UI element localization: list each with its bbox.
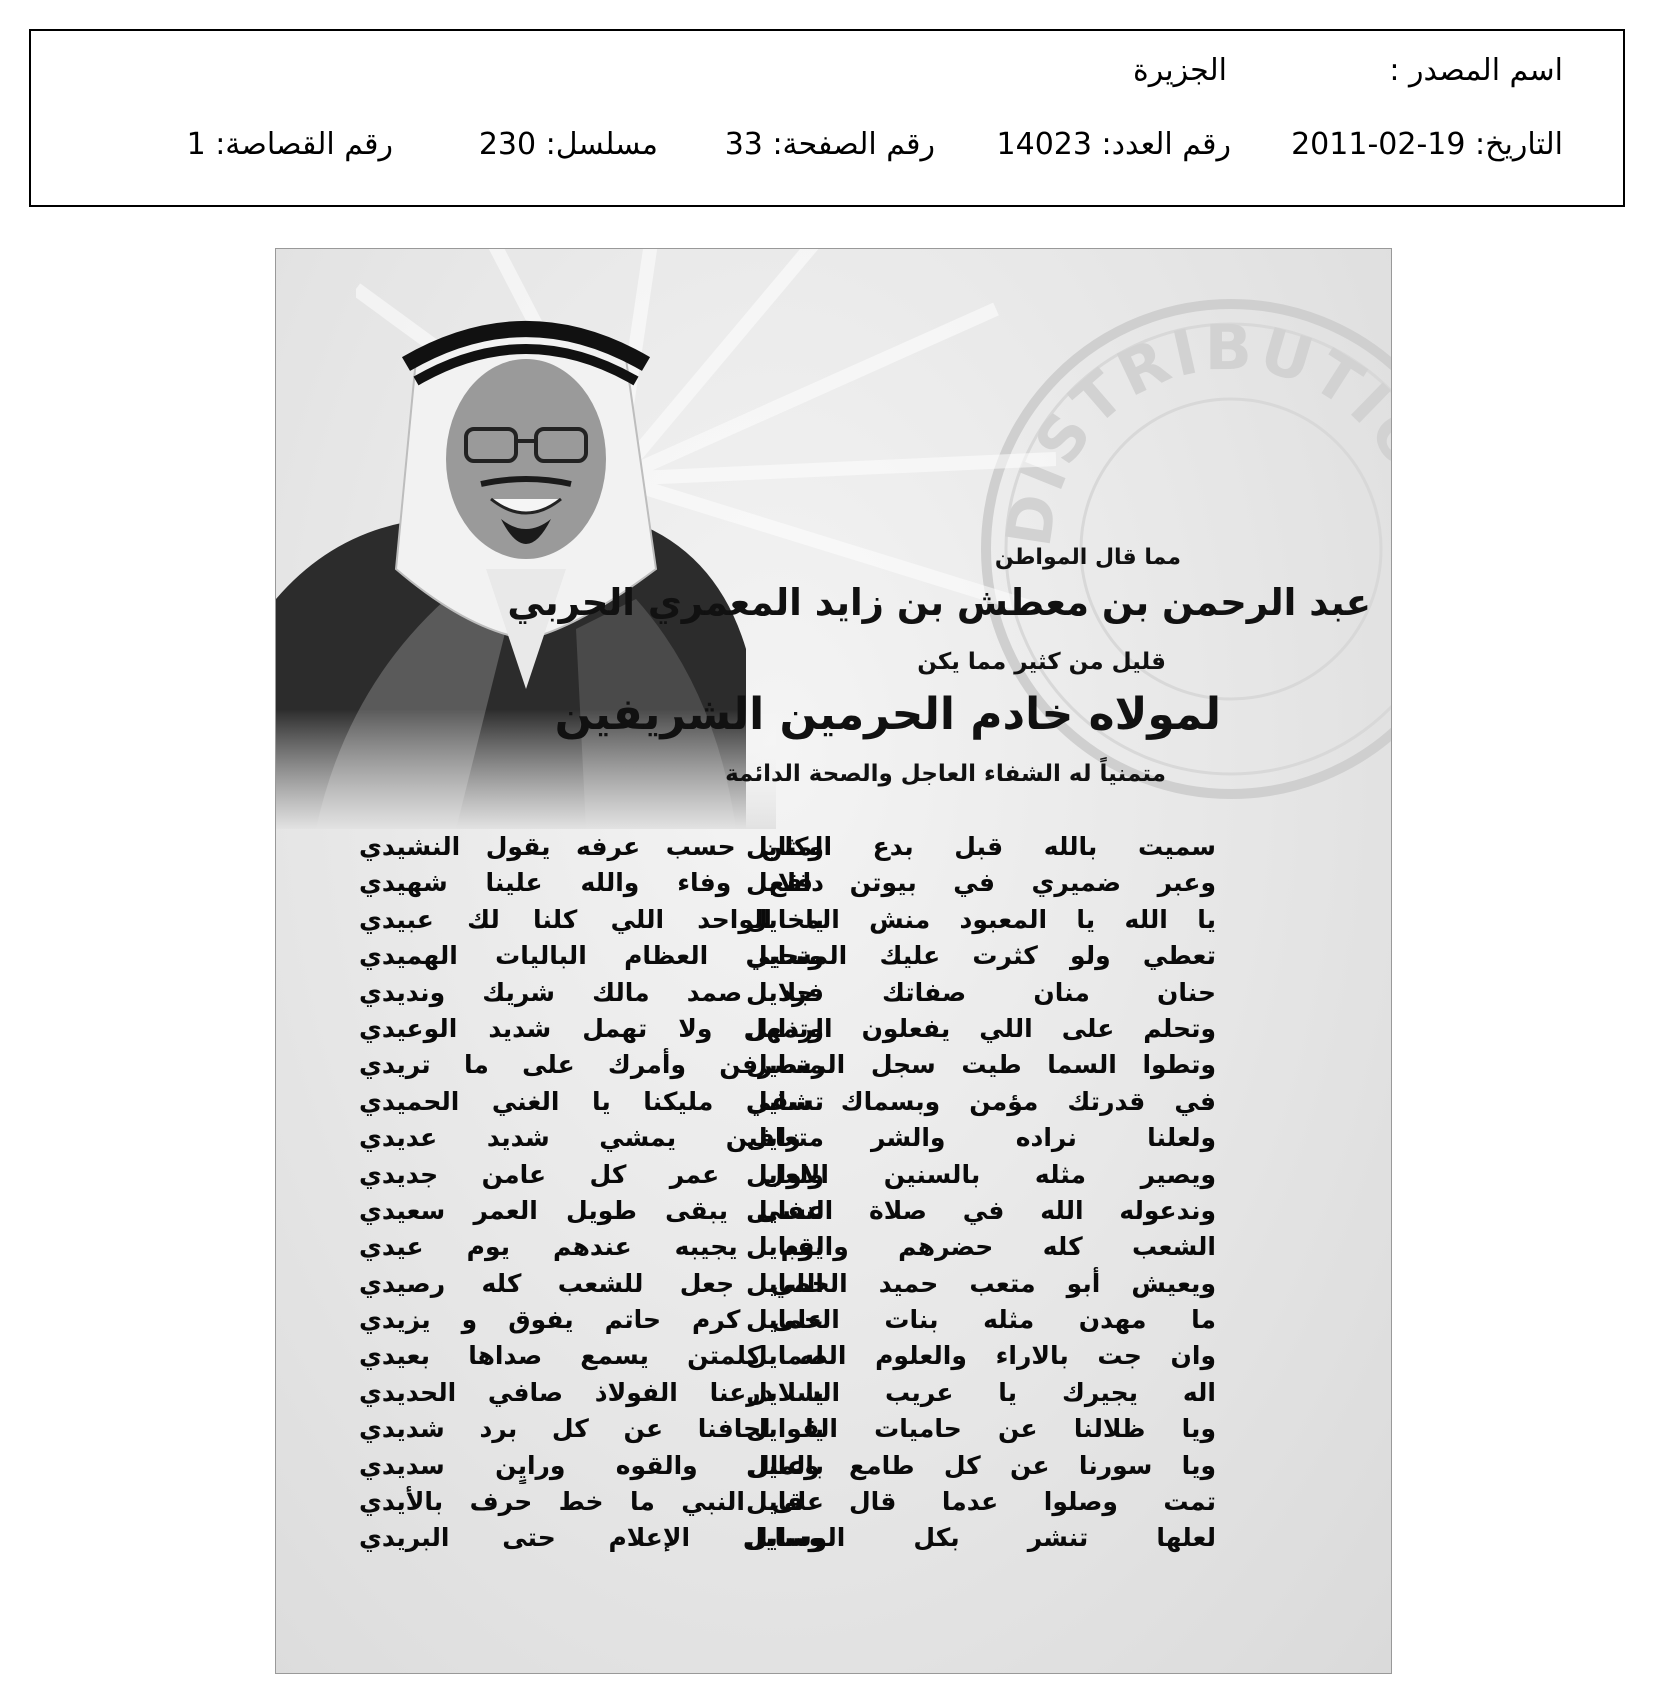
- poem-verse: ويا ظلالنا عن حاميات القوايل: [746, 1414, 1216, 1444]
- poem-verse: اللي جعل للشعب كله رصيدي: [359, 1268, 824, 1298]
- poem-verse: يا درعنا الفولاذ صافي الحديدي: [359, 1377, 824, 1407]
- poem-verse: تشفي مليكنا يا الغني الحميدي: [359, 1086, 824, 1116]
- poem-verse: فرد صمد مالك شريك ونديدي: [359, 977, 824, 1007]
- page-number-field: رقم الصفحة: 33: [724, 127, 935, 162]
- poem-verse: على كرم حاتم يفوق و يزيدي: [359, 1305, 824, 1335]
- poem-verse: عسى يبقى طويل العمر سعيدي: [359, 1195, 824, 1225]
- poem-verse: سميت بالله قبل بدع المثايل: [746, 832, 1216, 861]
- poem-verse: له كلمتن يسمع صداها بعيدي: [359, 1341, 824, 1371]
- poem-verse: وعبر ضميري في بيوتن قلايل: [746, 868, 1216, 898]
- poem-verse: متعافين يمشي شديد عديدي: [359, 1123, 824, 1153]
- poem-verse: بالمال والقوه ورايٍن سديدي: [359, 1450, 824, 1480]
- poem-verse: وكلن حسب عرفه يقول النشيدي: [359, 832, 824, 861]
- poem-verse: اله يجيرك يا عريب السلايل: [746, 1377, 1216, 1407]
- poem-verse: وتطوا السما طيت سجل الرسايل: [746, 1050, 1216, 1080]
- subtitle-line: قليل من كثير مما يكن: [917, 649, 1166, 675]
- date-field: التاريخ: 19-02-2011: [1291, 127, 1563, 162]
- poem-verse: وتحيي العظام الباليات الهميدي: [359, 941, 824, 971]
- clipping-header-box: [29, 29, 1625, 207]
- source-label: اسم المصدر :: [1389, 53, 1563, 88]
- poem-verse: ولعلنا نراده والشر زايل: [746, 1123, 1216, 1153]
- poem-verse: تمت وصلوا عدما قال قايل: [746, 1487, 1216, 1517]
- poem-verse: وندعوله الله في صلاة النفايل: [746, 1195, 1216, 1225]
- poem-verse: وتحلم على اللي يفعلون الرذايل: [746, 1013, 1216, 1043]
- poem-verse: لعلها تنشر بكل الوسايل: [746, 1523, 1216, 1553]
- intro-line: مما قال المواطن: [994, 545, 1181, 570]
- poem-verse: دافع وفاء والله علينا شهيدي: [359, 868, 824, 898]
- poem-verse: يا لحافنا عن كل برد شديدي: [359, 1414, 824, 1444]
- poem-verse: ويعيش أبو متعب حميد الخصايل: [746, 1268, 1216, 1298]
- poem-verse: في قدرتك مؤمن وبسماك سايل: [746, 1086, 1216, 1116]
- poem-verse: وان جت بالاراء والعلوم الصمايل: [746, 1341, 1216, 1371]
- poem-verse: ويصير مثله بالسنين الاوايل: [746, 1159, 1216, 1189]
- poem-left-column: [359, 829, 824, 1557]
- poem-verse: تعطي ولو كثرت عليك المسايل: [746, 941, 1216, 971]
- poem-verse: وسايل الإعلام حتى البريدي: [359, 1523, 824, 1553]
- poem-verse: الشعب كله حضرهم والقبايل: [746, 1232, 1216, 1262]
- poem-verse: حنان منان صفاتك جلايل: [746, 977, 1216, 1007]
- poem-verse: ويا سورنا عن كل طامع وعايل: [746, 1450, 1216, 1480]
- poem-verse: يا الله يا المعبود منش المخايل: [746, 904, 1216, 934]
- watermark-text: DISTRIBUTION: [991, 310, 1469, 552]
- poem-verse: يا الواحد اللي كلنا لك عبيدي: [359, 904, 824, 934]
- poem-verse: ما مهدن مثله بنات الحمايل: [746, 1305, 1216, 1335]
- poem-verse: وتمهل ولا تهمل شديد الوعيدي: [359, 1013, 824, 1043]
- poem-verse: على النبي ما خط حرف بالأيدي: [359, 1487, 824, 1517]
- newspaper-clipping: [275, 248, 1469, 1674]
- poem-verse: ولعل عمر كل عامن جديدي: [359, 1159, 824, 1189]
- wish-line: متمنياً له الشفاء العاجل والصحة الدائمة: [725, 761, 1166, 787]
- headline: لمولاه خادم الحرمين الشريفين: [554, 689, 1221, 740]
- source-value: الجزيرة: [1132, 53, 1227, 88]
- poem-verse: متصرفن وأمرك على ما تريدي: [359, 1050, 824, 1080]
- clip-number-field: رقم القصاصة: 1: [186, 127, 393, 162]
- serial-field: مسلسل: 230: [478, 127, 658, 162]
- poem-verse: يوم يجيبه عندهم يوم عيدي: [359, 1232, 824, 1262]
- issue-number-field: رقم العدد: 14023: [996, 127, 1231, 162]
- author-name: عبد الرحمن بن معطش بن زايد المعمري الحربي: [507, 581, 1371, 624]
